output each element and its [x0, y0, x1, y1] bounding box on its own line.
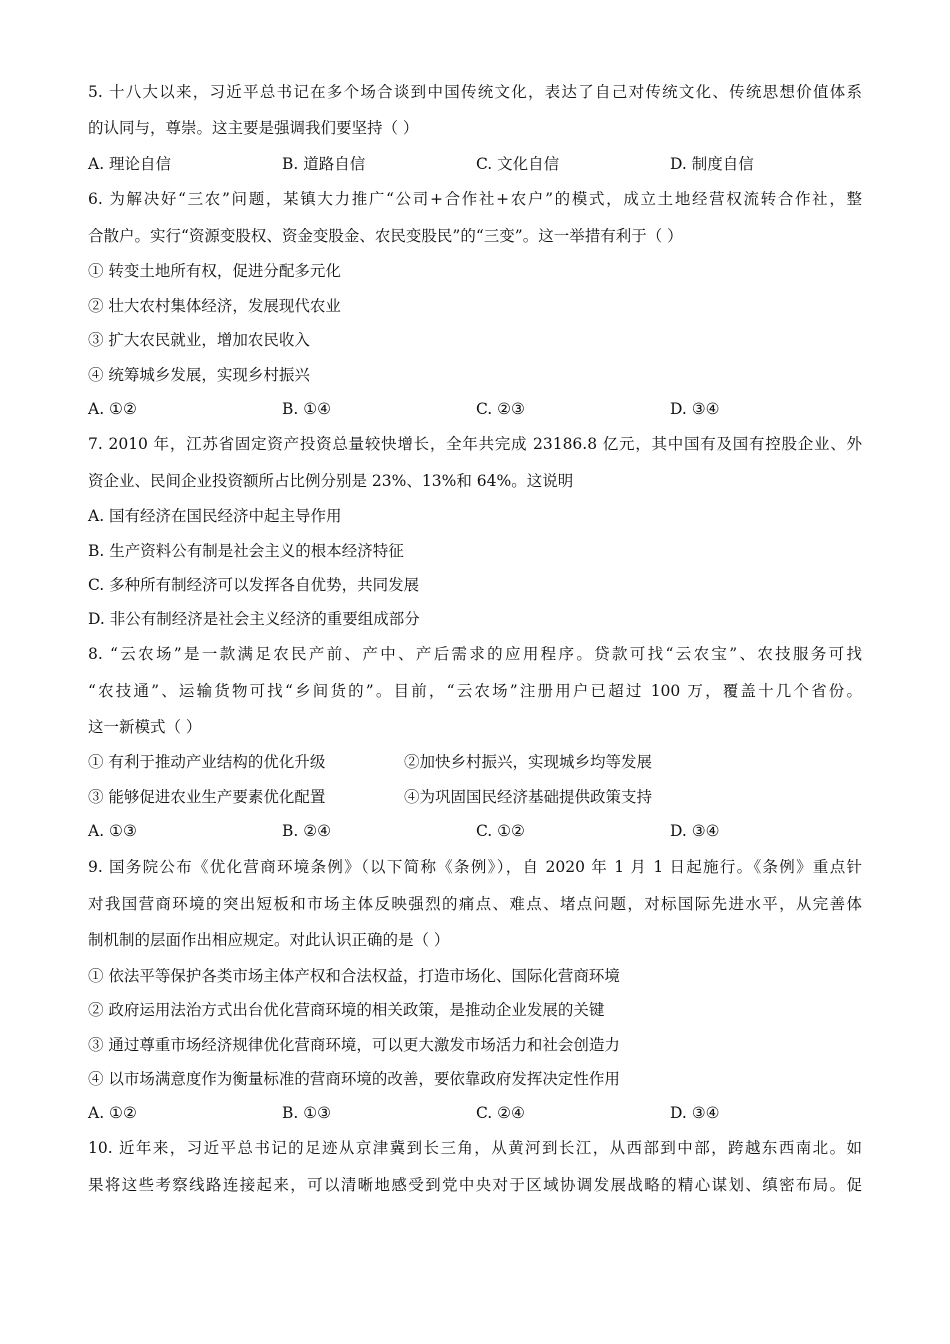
q5-option-a: A. 理论自信	[88, 155, 172, 173]
q9-option-d: D. ③④	[670, 1104, 720, 1122]
q8-option-a: A. ①③	[88, 822, 137, 840]
q8-option-d: D. ③④	[670, 822, 720, 840]
q6-statement-4: ④ 统筹城乡发展，实现乡村振兴	[88, 366, 310, 384]
q8-option-b: B. ②④	[282, 822, 332, 840]
q6-statement-3: ③ 扩大农民就业，增加农民收入	[88, 331, 310, 349]
q5-option-d: D. 制度自信	[670, 155, 754, 173]
q9-stem-line-1: 9. 国务院公布《优化营商环境条例》（以下简称《条例》），自 2020 年 1 月 1 日起施行。《条例》重点针	[88, 858, 862, 876]
q9-statement-2: ② 政府运用法治方式出台优化营商环境的相关政策，是推动企业发展的关键	[88, 1001, 605, 1019]
q10-stem-line-2: 果将这些考察线路连接起来，可以清晰地感受到党中央对于区域协调发展战略的精心谋划、缜密布局。促	[88, 1176, 862, 1194]
q9-option-b: B. ①③	[282, 1104, 332, 1122]
q5-option-b: B. 道路自信	[282, 155, 366, 173]
q8-statement-4: ④为巩固国民经济基础提供政策支持	[404, 788, 653, 806]
q9-stem-line-2: 对我国营商环境的突出短板和市场主体反映强烈的痛点、难点、堵点问题，对标国际先进水平，从完善体	[88, 895, 862, 913]
q7-option-c: C. 多种所有制经济可以发挥各自优势，共同发展	[88, 576, 420, 594]
q9-option-a: A. ①②	[88, 1104, 137, 1122]
q8-stem-line-3: 这一新模式（ ）	[88, 718, 202, 736]
q9-statement-4: ④ 以市场满意度作为衡量标准的营商环境的改善，要依靠政府发挥决定性作用	[88, 1070, 620, 1088]
q8-statement-1: ① 有利于推动产业结构的优化升级	[88, 753, 326, 771]
q5-option-c: C. 文化自信	[476, 155, 560, 173]
q9-statement-3: ③ 通过尊重市场经济规律优化营商环境，可以更大激发市场活力和社会创造力	[88, 1036, 620, 1054]
q9-statement-1: ① 依法平等保护各类市场主体产权和合法权益，打造市场化、国际化营商环境	[88, 967, 620, 985]
q6-statement-2: ② 壮大农村集体经济，发展现代农业	[88, 297, 341, 315]
q6-option-d: D. ③④	[670, 400, 720, 418]
q9-option-c: C. ②④	[476, 1104, 525, 1122]
q6-option-c: C. ②③	[476, 400, 525, 418]
q7-option-a: A. 国有经济在国民经济中起主导作用	[88, 507, 342, 525]
q7-option-b: B. 生产资料公有制是社会主义的根本经济特征	[88, 542, 404, 560]
q8-statement-3: ③ 能够促进农业生产要素优化配置	[88, 788, 326, 806]
q7-option-d: D. 非公有制经济是社会主义经济的重要组成部分	[88, 610, 420, 628]
q9-stem-line-3: 制机制的层面作出相应规定。对此认识正确的是（ ）	[88, 931, 450, 949]
q10-stem-line-1: 10. 近年来，习近平总书记的足迹从京津冀到长三角，从黄河到长江，从西部到中部，跨越东西南北。如	[88, 1139, 862, 1157]
q6-statement-1: ① 转变土地所有权，促进分配多元化	[88, 262, 341, 280]
q6-stem-line-1: 6. 为解决好“三农”问题，某镇大力推广“公司+合作社+农户”的模式，成立土地经营权流转合作社，整	[88, 190, 862, 208]
q6-stem-line-2: 合散户。实行“资源变股权、资金变股金、农民变股民”的“三变”。这一举措有利于（ ）	[88, 227, 683, 245]
q6-option-a: A. ①②	[88, 400, 137, 418]
q8-stem-line-2: “农技通”、运输货物可找“乡间货的”。目前，“云农场”注册用户已超过 100 万，覆盖十几个省份。	[88, 682, 862, 700]
q7-stem-line-1: 7. 2010 年，江苏省固定资产投资总量较快增长，全年共完成 23186.8 亿元，其中国有及国有控股企业、外	[88, 435, 862, 453]
q5-stem-line-2: 的认同与，尊崇。这主要是强调我们要坚持（ ）	[88, 119, 419, 137]
q8-stem-line-1: 8. “云农场”是一款满足农民产前、产中、产后需求的应用程序。贷款可找“云农宝”、农技服务可找	[88, 645, 862, 663]
q6-option-b: B. ①④	[282, 400, 332, 418]
q7-stem-line-2: 资企业、民间企业投资额所占比例分别是 23%、13%和 64%。这说明	[88, 472, 574, 490]
q8-statement-2: ②加快乡村振兴，实现城乡均等发展	[404, 753, 653, 771]
q8-option-c: C. ①②	[476, 822, 525, 840]
q5-stem-line-1: 5. 十八大以来，习近平总书记在多个场合谈到中国传统文化，表达了自己对传统文化、传统思想价值体系	[88, 83, 862, 101]
